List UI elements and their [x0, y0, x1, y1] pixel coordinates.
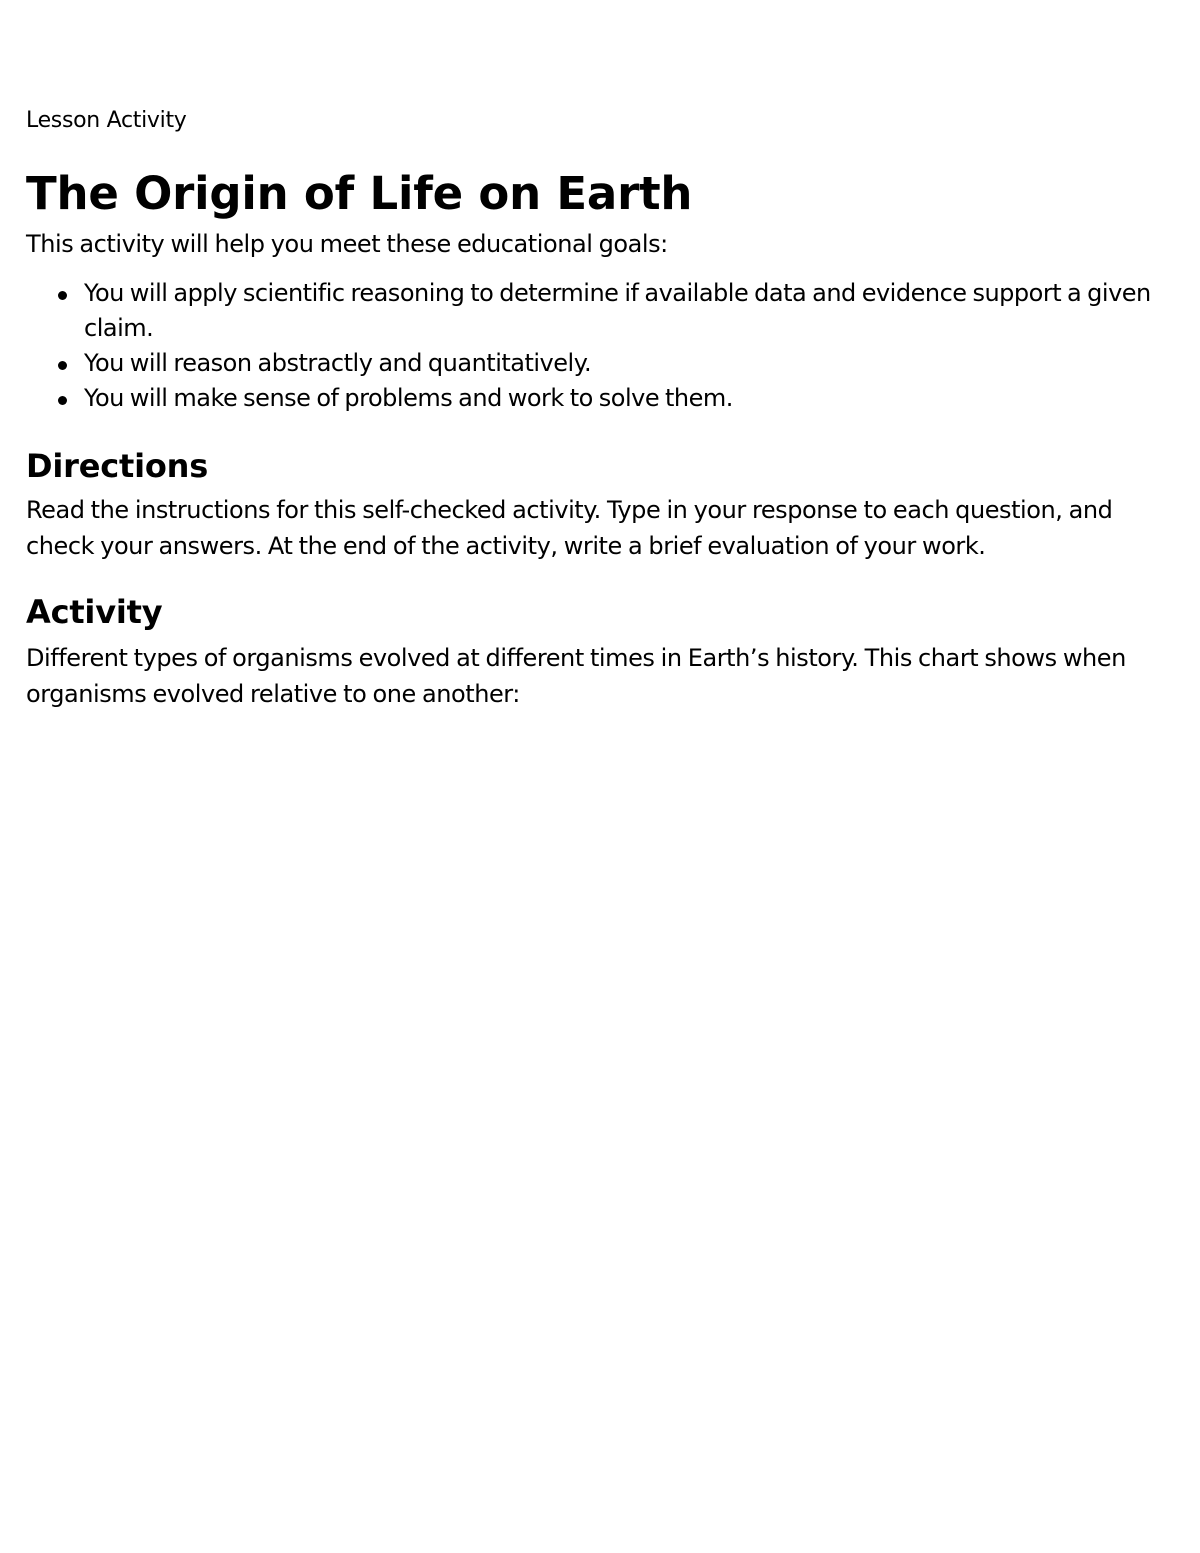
bullet-icon — [58, 396, 67, 405]
goal-item — [26, 381, 1176, 416]
goals-intro: This activity will help you meet these educational goals: — [26, 230, 668, 258]
directions-heading: Directions — [26, 447, 209, 485]
goal-text: You will reason abstractly and quantitatively. — [84, 349, 592, 377]
goal-text: You will apply scientific reasoning to determine if available data and evidence support a given claim. — [84, 279, 1151, 342]
activity-heading: Activity — [26, 593, 163, 631]
bullet-icon — [58, 361, 67, 370]
activity-text: Different types of organisms evolved at different times in Earth’s history. This chart shows when organisms evolved relative to one another: — [26, 644, 1126, 708]
goal-text: You will make sense of problems and work to solve them. — [84, 384, 733, 412]
goal-item — [26, 346, 1176, 381]
goal-item — [26, 276, 1176, 346]
goals-list — [26, 276, 1176, 416]
lesson-kicker: Lesson Activity — [26, 108, 187, 133]
page-title: The Origin of Life on Earth — [26, 167, 693, 220]
bullet-icon — [58, 291, 67, 300]
directions-text: Read the instructions for this self-checked activity. Type in your response to each question, and check your answers. At the end of the activity, write a brief evaluation of your work. — [26, 496, 1113, 560]
